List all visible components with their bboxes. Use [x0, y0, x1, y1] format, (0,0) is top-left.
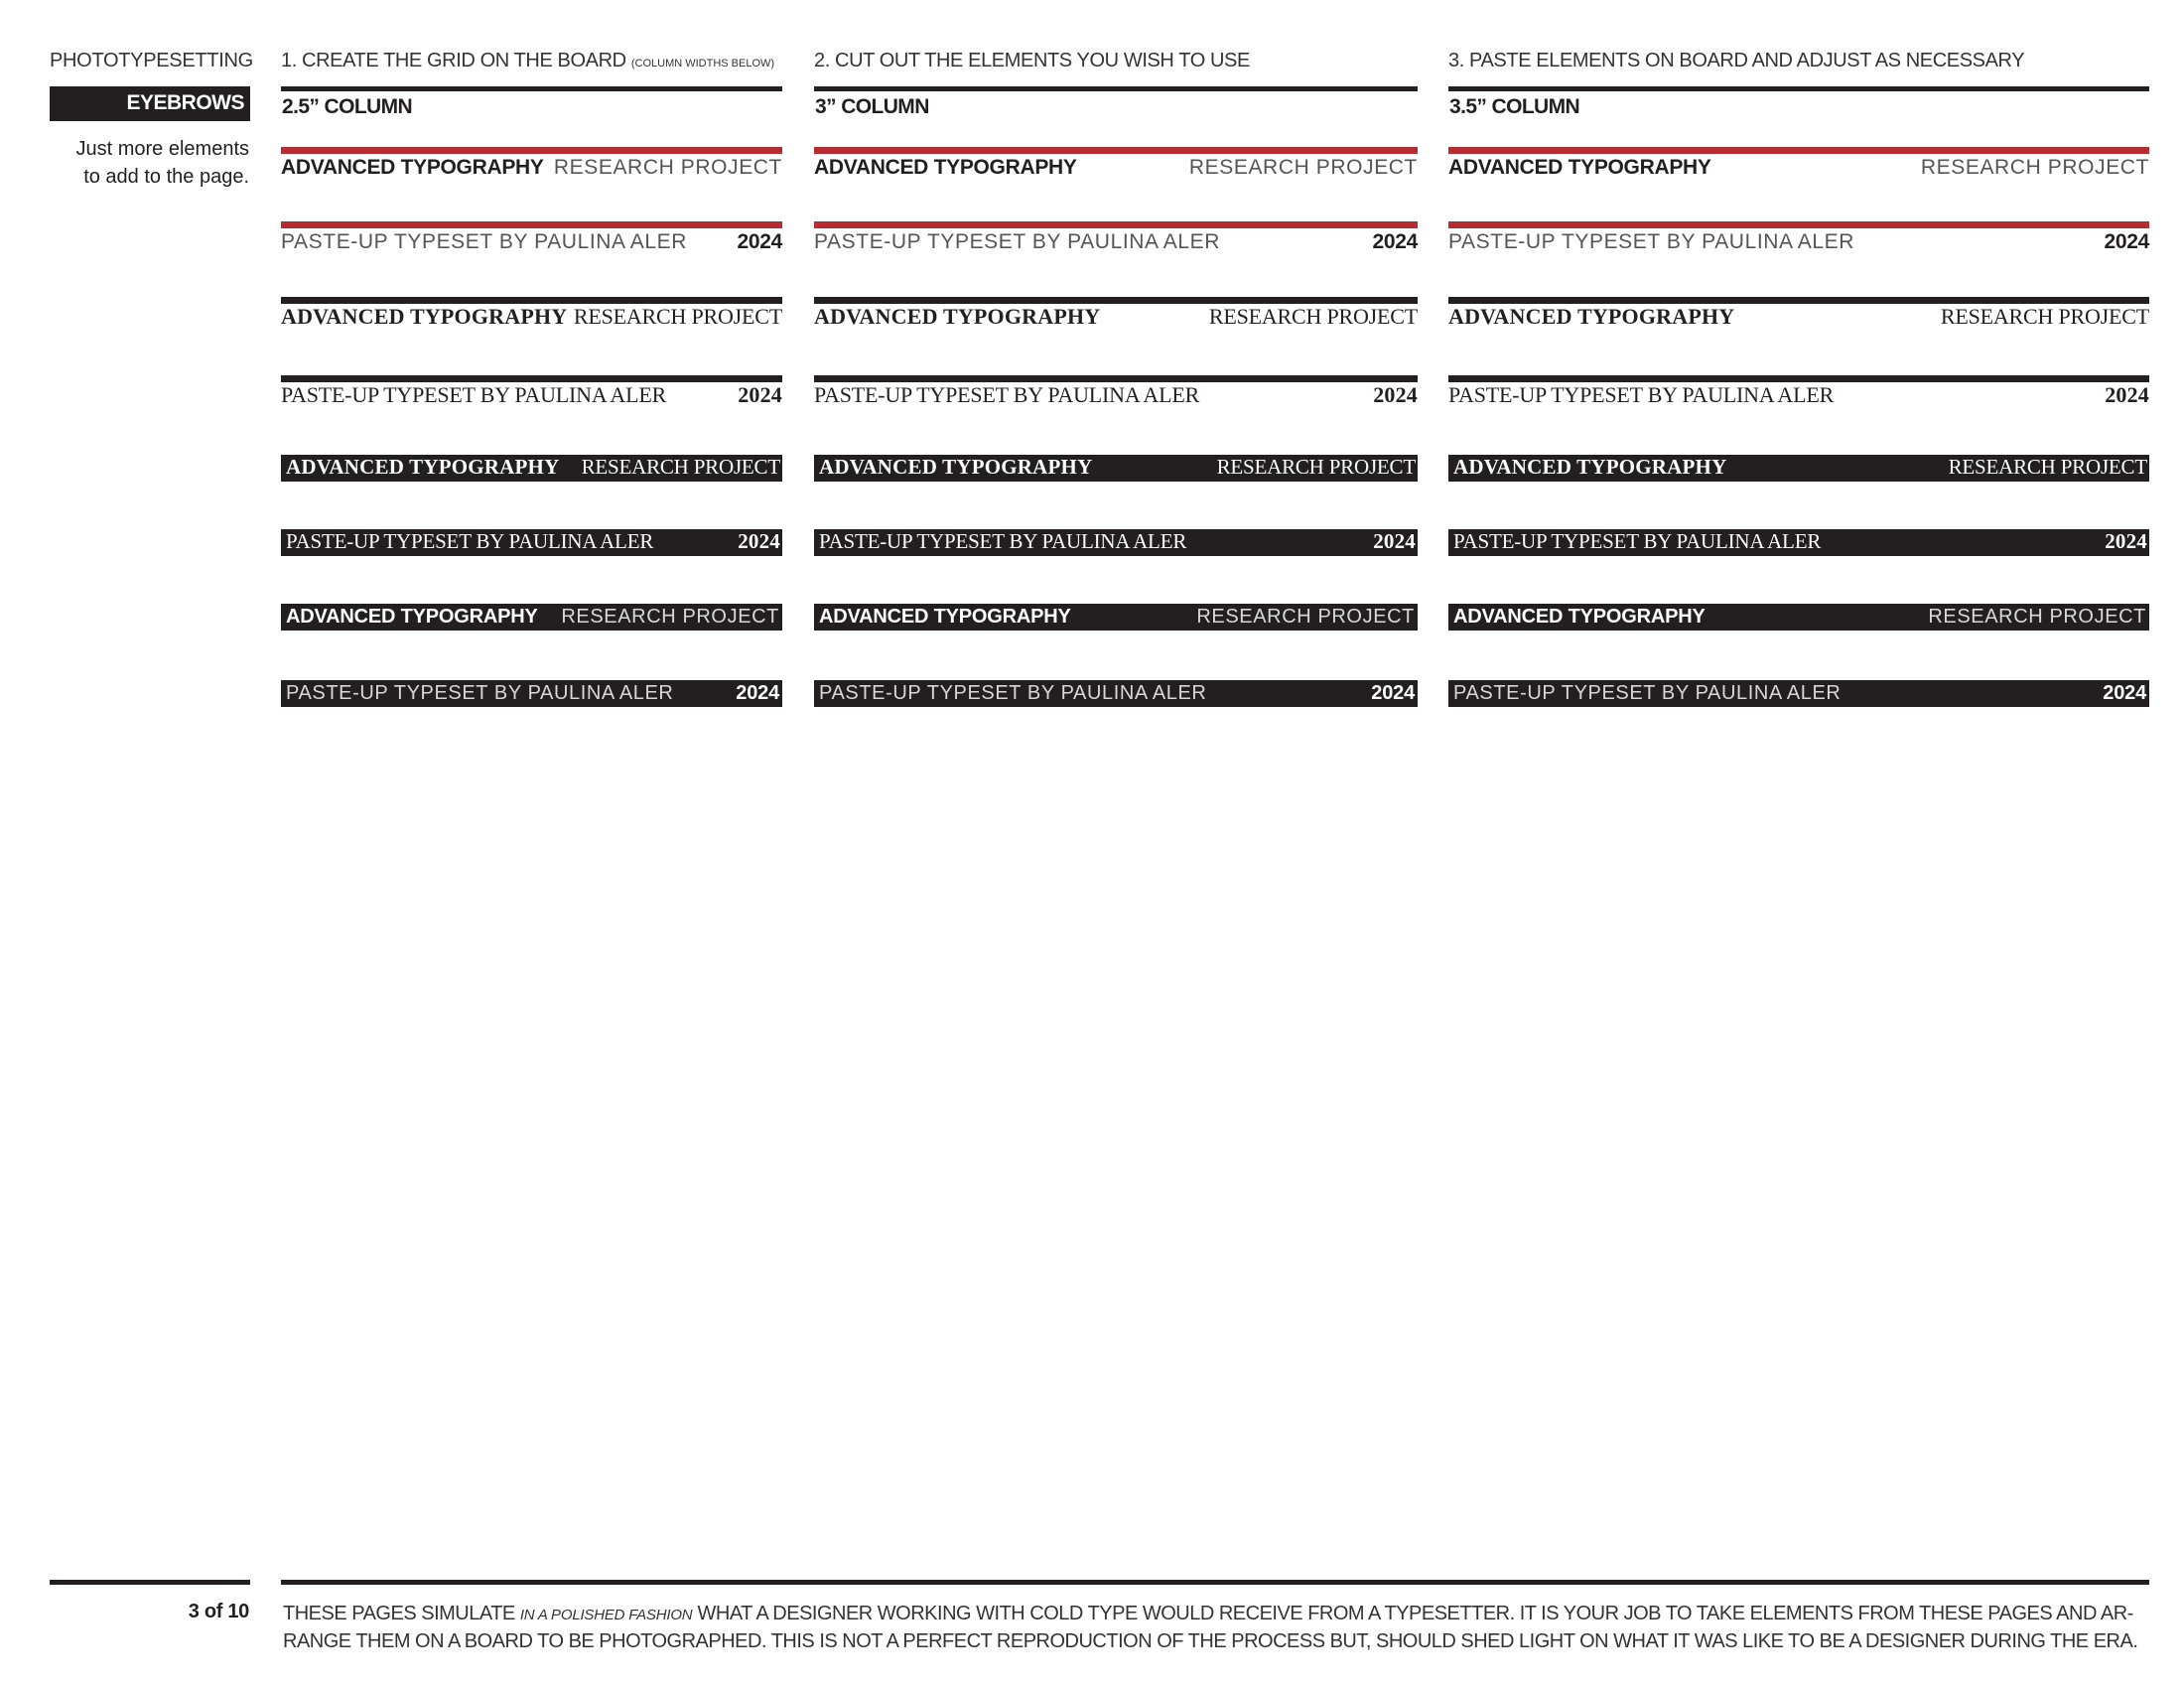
eyebrow-credit: PASTE-UP TYPESET BY PAULINA ALER [1448, 230, 1855, 253]
eyebrow-title-bar-sans [814, 604, 1418, 631]
column-1-heading-note: (COLUMN WIDTHS BELOW) [630, 58, 775, 70]
eyebrow-title-bar-serif [814, 455, 1418, 482]
eyebrow-title: ADVANCED TYPOGRAPHY [1448, 304, 1735, 329]
section-badge: EYEBROWS [50, 86, 250, 121]
eyebrow-title: ADVANCED TYPOGRAPHY [286, 605, 538, 628]
eyebrow-year: 2024 [1371, 681, 1415, 704]
section-label: PHOTOTYPESETTING [50, 50, 253, 71]
eyebrow-credit: PASTE-UP TYPESET BY PAULINA ALER [286, 681, 674, 704]
eyebrow-credit: PASTE-UP TYPESET BY PAULINA ALER [1448, 382, 1835, 407]
eyebrow-credit: PASTE-UP TYPESET BY PAULINA ALER [281, 382, 667, 407]
eyebrow-credit-bar-sans [1448, 680, 2149, 707]
eyebrow-title-serif [281, 297, 782, 330]
eyebrow-credit: PASTE-UP TYPESET BY PAULINA ALER [819, 529, 1187, 553]
side-note-line: to add to the page. [83, 166, 249, 188]
eyebrow-credit: PASTE-UP TYPESET BY PAULINA ALER [281, 230, 688, 253]
eyebrow-title: ADVANCED TYPOGRAPHY [814, 304, 1101, 329]
eyebrow-year: 2024 [1373, 529, 1416, 553]
eyebrow-year: 2024 [2103, 681, 2146, 704]
eyebrow-year: 2024 [1372, 230, 1418, 253]
eyebrow-credit: PASTE-UP TYPESET BY PAULINA ALER [814, 382, 1200, 407]
eyebrow-credit: PASTE-UP TYPESET BY PAULINA ALER [819, 681, 1207, 704]
eyebrow-subtitle: RESEARCH PROJECT [561, 605, 779, 628]
eyebrow-title-bar-sans [1448, 604, 2149, 631]
eyebrow-year: 2024 [738, 529, 780, 553]
column-1-width-label: 2.5” COLUMN [282, 95, 413, 118]
eyebrow-credit: PASTE-UP TYPESET BY PAULINA ALER [286, 529, 654, 553]
eyebrow-subtitle: RESEARCH PROJECT [1188, 156, 1418, 179]
eyebrow-credit: PASTE-UP TYPESET BY PAULINA ALER [1453, 529, 1822, 553]
column-1-rule [281, 86, 782, 91]
eyebrow-title-serif [1448, 297, 2149, 330]
column-2-rule [814, 86, 1418, 91]
eyebrow-subtitle: RESEARCH PROJECT [1216, 455, 1416, 479]
eyebrow-credit-bar-serif [281, 529, 782, 556]
eyebrow-title: ADVANCED TYPOGRAPHY [819, 605, 1071, 628]
column-1-heading [281, 50, 774, 72]
eyebrow-title-red [281, 147, 782, 180]
eyebrow-subtitle: RESEARCH PROJECT [1940, 304, 2149, 329]
footer-rule-left [50, 1580, 250, 1585]
eyebrow-credit: PASTE-UP TYPESET BY PAULINA ALER [814, 230, 1221, 253]
eyebrow-year: 2024 [2105, 382, 2149, 407]
eyebrow-title: ADVANCED TYPOGRAPHY [281, 156, 544, 179]
page-number: 3 of 10 [188, 1601, 249, 1622]
eyebrow-title-serif [814, 297, 1418, 330]
column-3-heading-text: 3. PASTE ELEMENTS ON BOARD AND ADJUST AS NECESSARY [1448, 50, 2025, 71]
footer-text [283, 1601, 2149, 1655]
eyebrow-year: 2024 [738, 382, 782, 407]
column-2-heading [814, 50, 1250, 72]
eyebrow-year: 2024 [2105, 529, 2147, 553]
column-3-heading [1448, 50, 2024, 72]
footer-text-start: THESE PAGES SIMULATE [283, 1603, 520, 1624]
eyebrow-credit-bar-sans [281, 680, 782, 707]
eyebrow-subtitle: RESEARCH PROJECT [1208, 304, 1418, 329]
eyebrow-subtitle: RESEARCH PROJECT [553, 156, 782, 179]
eyebrow-title: ADVANCED TYPOGRAPHY [1453, 455, 1727, 479]
eyebrow-credit-red [281, 221, 782, 254]
column-2-heading-text: 2. CUT OUT THE ELEMENTS YOU WISH TO USE [814, 50, 1250, 71]
footer-line-1 [283, 1601, 2149, 1628]
eyebrow-credit-serif [814, 375, 1418, 408]
eyebrow-subtitle: RESEARCH PROJECT [1928, 605, 2146, 628]
column-3-width-label: 3.5” COLUMN [1449, 95, 1580, 118]
eyebrow-year: 2024 [736, 681, 779, 704]
eyebrow-subtitle: RESEARCH PROJECT [573, 304, 782, 329]
eyebrow-credit-bar-sans [814, 680, 1418, 707]
eyebrow-title: ADVANCED TYPOGRAPHY [1448, 156, 1711, 179]
side-note-line: Just more elements [75, 138, 249, 160]
eyebrow-year: 2024 [1373, 382, 1418, 407]
eyebrow-title: ADVANCED TYPOGRAPHY [814, 156, 1077, 179]
eyebrow-credit-serif [281, 375, 782, 408]
footer-text-emphasis: IN A POLISHED FASHION [519, 1607, 693, 1623]
eyebrow-year: 2024 [2104, 230, 2149, 253]
side-note [40, 135, 249, 191]
eyebrow-subtitle: RESEARCH PROJECT [581, 455, 780, 479]
eyebrow-title-bar-sans [281, 604, 782, 631]
eyebrow-title: ADVANCED TYPOGRAPHY [286, 455, 560, 479]
footer-line-2: RANGE THEM ON A BOARD TO BE PHOTOGRAPHED. THIS IS NOT A PERFECT REPRODUCTION OF THE PROCESS BUT, SHOULD SHED LIGHT ON WHAT IT WAS LIKE TO BE A DESIGNER DURING THE ERA. [283, 1630, 2138, 1652]
eyebrow-credit-bar-serif [814, 529, 1418, 556]
eyebrow-year: 2024 [737, 230, 782, 253]
eyebrow-subtitle: RESEARCH PROJECT [1196, 605, 1415, 628]
eyebrow-credit-serif [1448, 375, 2149, 408]
eyebrow-credit-red [814, 221, 1418, 254]
eyebrow-title: ADVANCED TYPOGRAPHY [1453, 605, 1706, 628]
eyebrow-subtitle: RESEARCH PROJECT [1948, 455, 2147, 479]
column-3-rule [1448, 86, 2149, 91]
footer-rule-right [281, 1580, 2149, 1585]
column-1-heading-text: 1. CREATE THE GRID ON THE BOARD [281, 50, 626, 71]
eyebrow-subtitle: RESEARCH PROJECT [1920, 156, 2149, 179]
eyebrow-title: ADVANCED TYPOGRAPHY [281, 304, 568, 329]
eyebrow-title-red [1448, 147, 2149, 180]
eyebrow-title-red [814, 147, 1418, 180]
eyebrow-credit-bar-serif [1448, 529, 2149, 556]
column-2-width-label: 3” COLUMN [815, 95, 929, 118]
eyebrow-title-bar-serif [1448, 455, 2149, 482]
footer-text-rest: WHAT A DESIGNER WORKING WITH COLD TYPE WOULD RECEIVE FROM A TYPESETTER. IT IS YOUR JOB TO TAKE ELEMENTS FROM THESE PAGES AND AR- [692, 1603, 2133, 1624]
eyebrow-title: ADVANCED TYPOGRAPHY [819, 455, 1093, 479]
eyebrow-credit-red [1448, 221, 2149, 254]
eyebrow-title-bar-serif [281, 455, 782, 482]
eyebrow-credit: PASTE-UP TYPESET BY PAULINA ALER [1453, 681, 1842, 704]
